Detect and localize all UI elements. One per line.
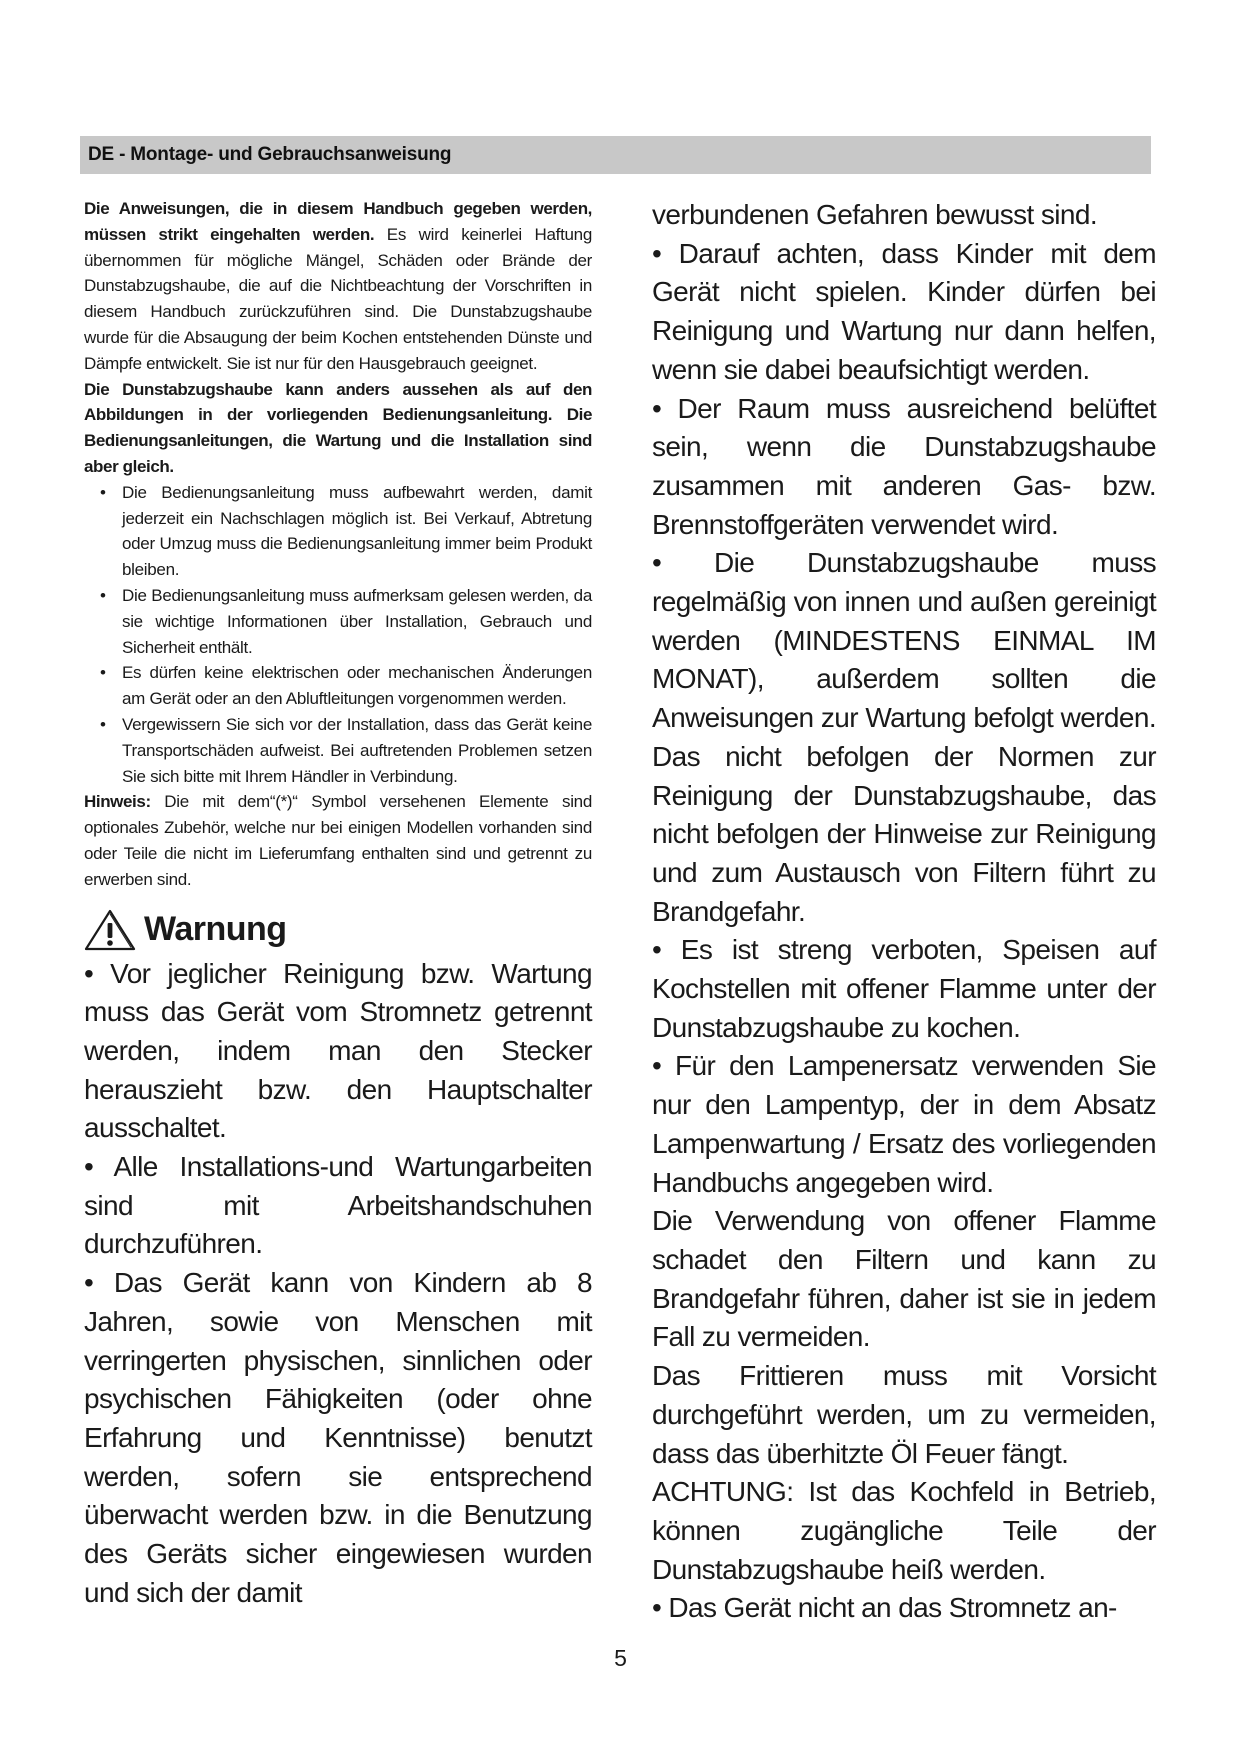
hint-paragraph: [84, 789, 592, 892]
warning-heading: [84, 905, 592, 955]
warning-paragraph: • Alle Installations-und Wartungarbeiten sind mit Arbeitshandschuhen durchzuführen.: [84, 1151, 592, 1260]
warning-paragraph: Das Frittieren muss mit Vorsicht durchgeführt werden, um zu vermeiden, dass das überhitzte Öl Feuer fängt.: [652, 1360, 1156, 1469]
appearance-note: [84, 377, 592, 480]
list-item: • Es dürfen keine elektrischen oder mechanischen Änderungen am Gerät oder an den Abluftleitungen vorgenommen werden.: [84, 660, 592, 712]
intro-bold-statement: Die Anweisungen, die in diesem Handbuch gegeben werden, müssen strikt eingehalten werden.: [84, 199, 592, 244]
hint-label: Hinweis:: [84, 792, 151, 812]
intro-text: Es wird keinerlei Haftung übernommen für mögliche Mängel, Schäden oder Brände der Dunstabzugshaube, die auf die Nichtbeachtung der Vorschriften in diesem Handbuch zurückzuführen sind. Die Dunstabzugshaube wurde für die Absaugung der beim Kochen entstehenden Dünste und Dämpfe entwickelt. Sie ist nur für den Hausgebrauch geeignet.: [84, 224, 592, 373]
warning-paragraph: • Darauf achten, dass Kinder mit dem Gerät nicht spielen. Kinder dürfen bei Reinigung und Wartung nur dann helfen, wenn sie dabei beaufsichtigt werden.: [652, 237, 1156, 385]
section-title: DE - Montage- und Gebrauchsanweisung: [88, 144, 452, 165]
hint-text: Die mit dem“(*)“ Symbol versehenen Elemente sind optionales Zubehör, welche nur bei einigen Modellen vorhanden sind oder Teile die nicht im Lieferumfang enthalten sind und getrennt zu erwerben sind.: [84, 792, 592, 889]
warning-paragraph: • Das Gerät nicht an das Stromnetz an-: [652, 1592, 1117, 1624]
warning-paragraph: • Der Raum muss ausreichend belüftet sein, wenn die Dunstabzugshaube zusammen mit anderen Gas- bzw. Brennstoffgeräten verwendet wird.: [652, 392, 1156, 540]
warning-paragraph: • Das Gerät kann von Kindern ab 8 Jahren, sowie von Menschen mit verringerten physischen, sinnlichen oder psychischen Fähigkeiten (oder ohne Erfahrung und Kenntnisse) benutzt werden, sofern sie entsprechend überwacht werden bzw. in die Benutzung des Geräts sicher eingewiesen wurden und sich der damit: [84, 1267, 592, 1608]
warning-paragraph: ACHTUNG: Ist das Kochfeld in Betrieb, können zugängliche Teile der Dunstabzugshaube heiß werden.: [652, 1476, 1156, 1585]
warning-title: Warnung: [144, 910, 287, 949]
warning-triangle-icon: [84, 909, 136, 951]
left-column: [84, 196, 592, 1612]
right-column: [652, 196, 1156, 1628]
warning-paragraph: • Für den Lampenersatz verwenden Sie nur den Lampentyp, der in dem Absatz Lampenwartung / Ersatz des vorliegenden Handbuchs angegeben wird.: [652, 1050, 1156, 1198]
warning-paragraph: • Es ist streng verboten, Speisen auf Kochstellen mit offener Flamme unter der Dunstabzugshaube zu kochen.: [652, 934, 1156, 1043]
list-item: • Die Bedienungsanleitung muss aufbewahrt werden, damit jederzeit ein Nachschlagen möglich ist. Bei Verkauf, Abtretung oder Umzug muss die Bedienungsanleitung immer beim Produkt bleiben.: [84, 480, 592, 583]
instruction-list: [84, 480, 592, 790]
intro-paragraph: [84, 196, 592, 377]
warning-paragraph: • Die Dunstabzugshaube muss regelmäßig von innen und außen gereinigt werden (MINDESTENS EINMAL IM MONAT), außerdem sollten die Anweisungen zur Wartung befolgt werden. Das nicht befolgen der Normen zur Reinigung der Dunstabzugshaube, das nicht befolgen der Hinweise zur Reinigung und zum Austausch von Filtern führt zu Brandgefahr.: [652, 547, 1156, 927]
list-item: • Die Bedienungsanleitung muss aufmerksam gelesen werden, da sie wichtige Informationen über Installation, Gebrauch und Sicherheit enthält.: [84, 583, 592, 660]
appearance-note-text: Die Dunstabzugshaube kann anders aussehen als auf den Abbildungen in der vorliegenden Bedienungsanleitung. Die Bedienungsanleitungen, die Wartung und die Installation sind aber gleich.: [84, 379, 592, 476]
page-number: 5: [614, 1645, 627, 1671]
warning-paragraph: Die Verwendung von offener Flamme schadet den Filtern und kann zu Brandgefahr führen, daher ist sie in jedem Fall zu vermeiden.: [652, 1205, 1156, 1353]
warning-paragraph: verbundenen Gefahren bewusst sind.: [652, 199, 1098, 230]
section-header-bar: [80, 136, 1151, 174]
warning-paragraph: • Vor jeglicher Reinigung bzw. Wartung muss das Gerät vom Stromnetz getrennt werden, indem man den Stecker herauszieht bzw. den Hauptschalter ausschaltet.: [84, 957, 592, 1144]
list-item: • Vergewissern Sie sich vor der Installation, dass das Gerät keine Transportschäden aufweist. Bei auftretenden Problemen setzen Sie sich bitte mit Ihrem Händler in Verbindung.: [84, 712, 592, 789]
